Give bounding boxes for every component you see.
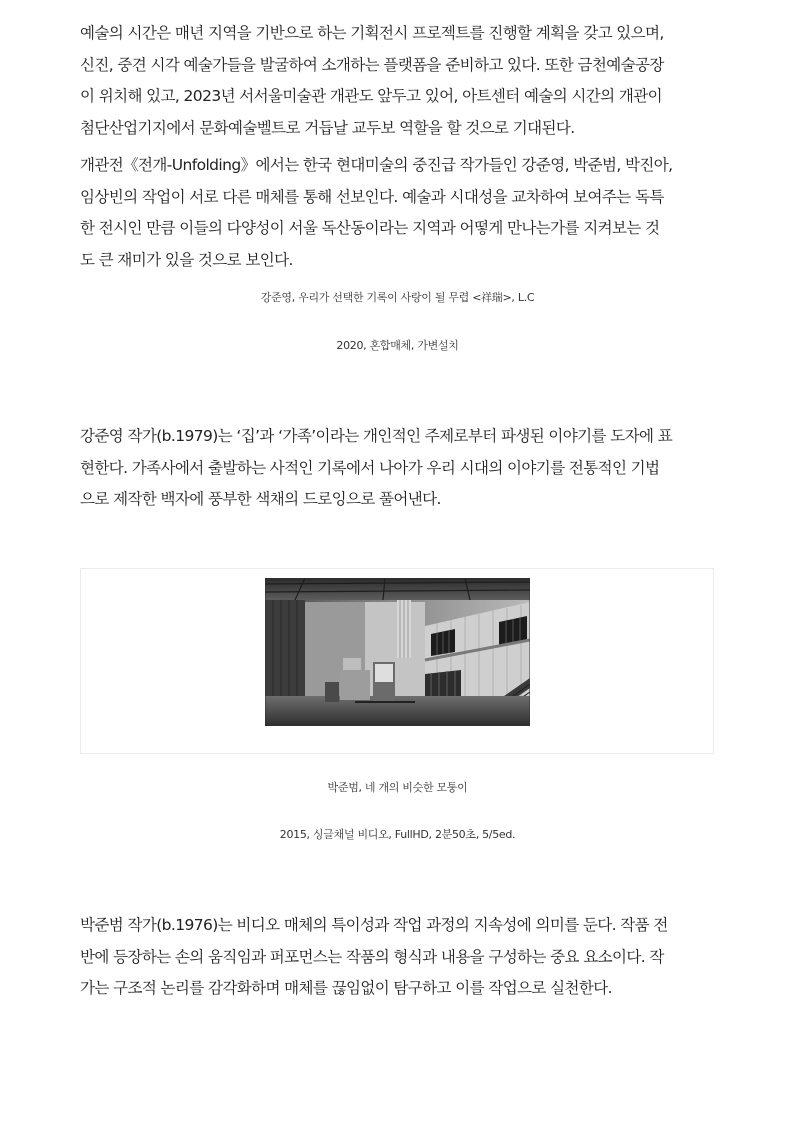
text-line: 한 전시인 만큼 이들의 다양성이 서울 독산동이라는 지역과 어떻게 만나는가를 지켜보는 것 — [80, 219, 660, 237]
artist2-paragraph — [80, 910, 715, 1005]
artist1-paragraph — [80, 421, 715, 516]
text-line: 임상빈의 작업이 서로 다른 매체를 통해 선보인다. 예술과 시대성을 교차하여 보여주는 독특 — [80, 187, 664, 206]
exhibition-paragraph — [80, 150, 715, 276]
work2-caption-details: 2015, 싱글채널 비디오, FullHD, 2분50초, 5/5ed. — [279, 828, 516, 841]
text-line: 박준범 작가(b.1976)는 비디오 매체의 특이성과 작업 과정의 지속성에 의미를 둔다. 작품 전 — [80, 916, 668, 934]
text-line: 가는 구조적 논리를 감각화하며 매체를 끊임없이 탐구하고 이를 작업으로 실천한다. — [80, 979, 612, 997]
text-line: 예술의 시간은 매년 지역을 기반으로 하는 기획전시 프로젝트를 진행할 계획을 갖고 있으며, — [80, 24, 664, 42]
text-line: 첨단산업기지에서 문화예술벨트로 거듭날 교두보 역할을 할 것으로 기대된다. — [80, 118, 575, 137]
text-line: 으로 제작한 백자에 풍부한 색채의 드로잉으로 풀어낸다. — [80, 490, 441, 508]
text-line: 현한다. 가족사에서 출발하는 사적인 기록에서 나아가 우리 시대의 이야기를 전통적인 기법 — [80, 458, 660, 477]
work2-caption-title: 박준범, 네 개의 비슷한 모퉁이 — [327, 781, 468, 794]
intro-paragraph — [80, 18, 715, 144]
work1-caption-details: 2020, 혼합매체, 가변설치 — [336, 339, 459, 352]
text-line: 개관전《전개-Unfolding》에서는 한국 현대미술의 중진급 작가들인 강준영, 박준범, 박진아, — [80, 156, 673, 174]
video-still-image — [265, 578, 530, 726]
artwork-figure — [80, 568, 714, 754]
artwork-video-still — [265, 578, 530, 726]
text-line: 이 위치해 있고, 2023년 서서울미술관 개관도 앞두고 있어, 아트센터 예술의 시간의 개관이 — [80, 87, 662, 105]
text-line: 도 큰 재미가 있을 것으로 보인다. — [80, 250, 293, 269]
text-line: 강준영 작가(b.1979)는 ‘집’과 ‘가족’이라는 개인적인 주제로부터 파생된 이야기를 도자에 표 — [80, 427, 673, 445]
text-line: 신진, 중견 시각 예술가들을 발굴하여 소개하는 플랫폼을 준비하고 있다. 또한 금천예술공장 — [80, 55, 664, 74]
work1-caption-title: 강준영, 우리가 선택한 기록이 사랑이 될 무렵 <祥瑞>, L.C — [260, 291, 535, 304]
text-line: 반에 등장하는 손의 움직임과 퍼포먼스는 작품의 형식과 내용을 구성하는 중요 요소이다. 작 — [80, 947, 664, 966]
